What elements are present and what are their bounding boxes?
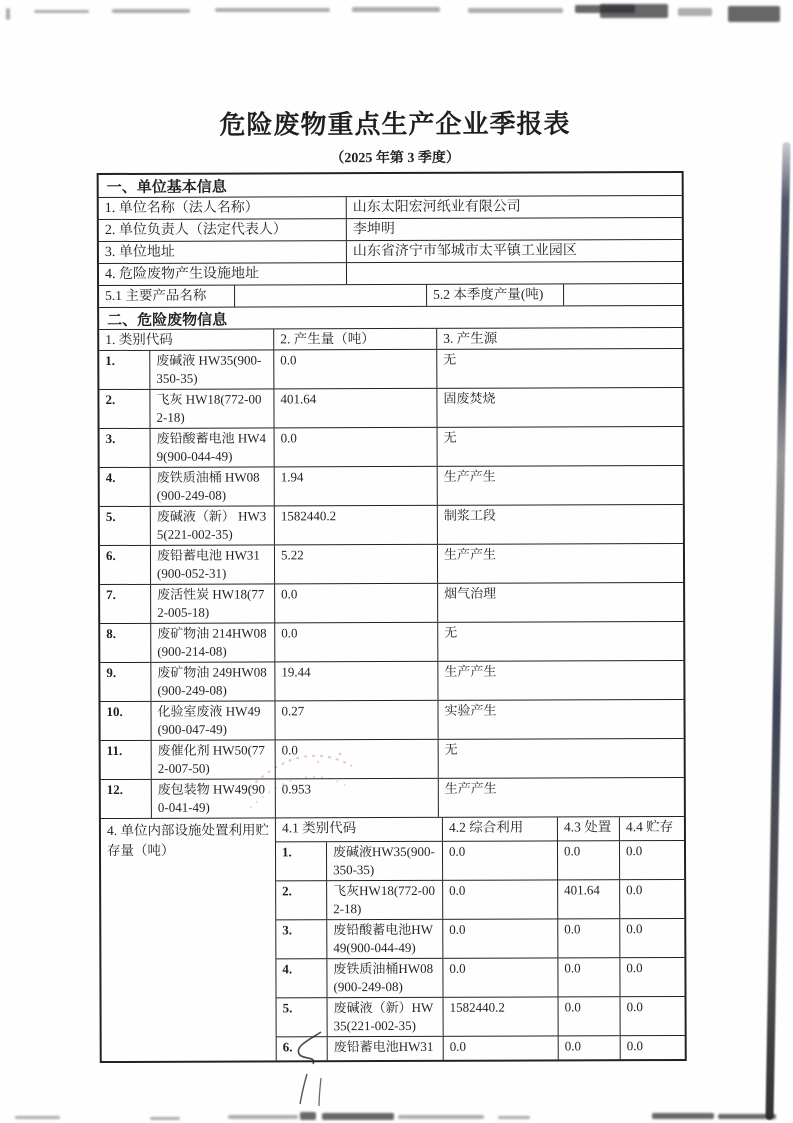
facility-store-value: 0.0: [619, 880, 684, 918]
facility-row: [276, 879, 684, 919]
waste-name: 废铅蓄电池 HW31(900-052-31): [150, 545, 274, 583]
waste-qty: 0.0: [273, 350, 436, 389]
waste-qty: 401.64: [273, 389, 436, 428]
waste-row: [99, 348, 682, 389]
facility-waste-name: 废铁质油桶HW08(900-249-08): [326, 959, 442, 997]
waste-source: 固废焚烧: [436, 388, 682, 427]
product-row: [99, 283, 682, 307]
section4-rows: [276, 840, 685, 1060]
waste-row-number: 11.: [106, 742, 123, 759]
waste-qty: 1.94: [274, 467, 437, 506]
facility-dispose-value: 0.0: [557, 841, 619, 879]
info-value: [346, 262, 682, 284]
section2-rows: [99, 348, 684, 818]
facility-row-number: 1.: [281, 844, 292, 860]
waste-row-number: 8.: [106, 625, 117, 642]
facility-row: [276, 957, 684, 997]
facility-row-number: 5.: [282, 1000, 293, 1016]
facility-dispose-value: 0.0: [557, 919, 619, 957]
waste-row-number: 1.: [105, 352, 116, 369]
waste-qty: 0.0: [275, 740, 438, 779]
waste-row-number: 10.: [106, 703, 123, 720]
facility-use-value: 0.0: [443, 1036, 558, 1059]
waste-source: 生产产生: [437, 661, 683, 700]
section4-subtable: [275, 817, 685, 1060]
col-generation-source: 3. 产生源: [436, 328, 682, 349]
waste-row: [101, 738, 684, 779]
col-generated-amount: 2. 产生量（吨）: [273, 329, 436, 350]
info-row: [99, 261, 682, 285]
waste-source: 生产产生: [438, 778, 684, 817]
facility-use-value: 0.0: [442, 919, 557, 957]
facility-store-value: 0.0: [619, 841, 684, 879]
waste-source: 实验产生: [437, 700, 683, 739]
facility-row-number: 6.: [282, 1039, 293, 1055]
info-value: 山东太阳宏河纸业有限公司: [346, 196, 682, 218]
waste-qty: 0.953: [275, 779, 438, 818]
section4-column-header: [276, 817, 684, 841]
waste-name: 废铅酸蓄电池 HW49(900-044-49): [150, 428, 274, 466]
section1-header: 一、单位基本信息: [106, 179, 227, 197]
waste-row-number: 2.: [105, 391, 116, 408]
col-category-code: 1. 类别代码: [105, 331, 173, 348]
section2-column-header: [99, 327, 682, 350]
facility-dispose-value: 0.0: [558, 997, 620, 1035]
waste-qty: 0.27: [274, 701, 437, 740]
form-title: 危险废物重点生产企业季报表: [219, 109, 571, 140]
facility-waste-name: 废铅酸蓄电池HW49(900-044-49): [326, 920, 442, 958]
waste-row: [101, 777, 684, 818]
product-name-label: 5.1 主要产品名称: [105, 287, 207, 304]
product-name-value: [234, 285, 426, 307]
facility-row: [276, 918, 684, 958]
waste-qty: 1582440.2: [274, 506, 437, 545]
info-row: [99, 239, 682, 263]
waste-qty: 19.44: [274, 662, 437, 701]
waste-row-number: 3.: [105, 430, 116, 447]
waste-name: 废矿物油 214HW08(900-214-08): [150, 623, 274, 661]
facility-use-value: 0.0: [442, 958, 557, 996]
waste-row-number: 6.: [105, 547, 116, 564]
facility-store-value: 0.0: [619, 919, 684, 957]
facility-row-number: 2.: [282, 883, 292, 899]
waste-row: [100, 465, 683, 506]
facility-dispose-value: 0.0: [557, 958, 619, 996]
facility-dispose-value: 0.0: [558, 1036, 620, 1059]
col-comprehensive-use: 4.2 综合利用: [442, 817, 557, 840]
facility-use-value: 1582440.2: [443, 997, 558, 1035]
info-label: 2. 单位负责人（法定代表人）: [104, 222, 287, 239]
facility-row: [277, 996, 685, 1036]
section4: [101, 816, 685, 1061]
waste-row: [100, 504, 683, 545]
info-row: [99, 217, 682, 241]
section1-rows: [99, 195, 682, 285]
waste-name: 废矿物油 249HW08(900-249-08): [150, 662, 274, 700]
info-label: 3. 单位地址: [104, 244, 175, 261]
waste-qty: 0.0: [274, 428, 437, 467]
waste-source: 无: [437, 427, 683, 466]
facility-waste-name: 废碱液（新）HW35(221-002-35): [327, 998, 443, 1036]
report-table: [97, 171, 687, 1063]
waste-row-number: 7.: [106, 586, 116, 603]
waste-source: 无: [437, 622, 683, 661]
waste-row: [100, 543, 683, 584]
section2-header: 二、危险废物信息: [99, 305, 682, 329]
waste-row-number: 9.: [106, 664, 117, 681]
facility-store-value: 0.0: [619, 958, 684, 996]
waste-source: 制浆工段: [437, 505, 683, 544]
facility-waste-name: 废铅蓄电池HW31: [327, 1037, 443, 1060]
info-value: 山东省济宁市邹城市太平镇工业园区: [346, 240, 682, 262]
section4-label: 4. 单位内部设施处置利用贮存量（吨）: [106, 822, 269, 858]
waste-row-number: 5.: [105, 508, 116, 525]
col-storage: 4.4 贮存: [619, 817, 684, 840]
waste-source: 生产产生: [437, 466, 683, 505]
waste-name: 废碱液 HW35(900-350-35): [149, 350, 273, 388]
waste-name: 废活性炭 HW18(772-005-18): [150, 584, 274, 622]
waste-qty: 5.22: [274, 545, 437, 584]
facility-store-value: 0.0: [620, 1036, 685, 1059]
waste-row-number: 4.: [105, 469, 116, 486]
waste-name: 废铁质油桶 HW08(900-249-08): [150, 467, 274, 505]
waste-source: 生产产生: [437, 544, 683, 583]
waste-source: 无: [438, 739, 684, 778]
waste-row: [99, 387, 682, 428]
col-category-code-4: 4.1 类别代码: [281, 820, 357, 836]
info-row: [99, 195, 682, 219]
waste-row: [100, 699, 683, 740]
waste-row: [100, 660, 683, 701]
facility-row: [277, 1035, 685, 1060]
facility-row-number: 4.: [282, 961, 293, 977]
facility-waste-name: 废碱液HW35(900-350-35): [326, 842, 442, 880]
facility-use-value: 0.0: [442, 841, 557, 879]
facility-row: [276, 840, 684, 880]
product-qty-value: [563, 284, 682, 305]
waste-name: 废包装物 HW49(900-041-49): [151, 779, 275, 817]
waste-name: 废碱液（新） HW35(221-002-35): [150, 506, 274, 544]
waste-name: 飞灰 HW18(772-002-18): [149, 389, 273, 427]
form-subtitle: （2025 年第 3 季度）: [330, 150, 460, 167]
facility-use-value: 0.0: [442, 880, 557, 918]
facility-dispose-value: 401.64: [557, 880, 619, 918]
info-value: 李坤明: [346, 218, 682, 240]
col-disposal: 4.3 处置: [557, 817, 619, 840]
waste-row: [100, 582, 683, 623]
waste-source: 烟气治理: [437, 583, 683, 622]
facility-store-value: 0.0: [620, 997, 685, 1035]
waste-qty: 0.0: [274, 584, 437, 623]
waste-row: [100, 621, 683, 662]
waste-row-number: 12.: [106, 781, 124, 798]
info-label: 1. 单位名称（法人名称）: [104, 200, 259, 217]
info-label: 4. 危险废物产生设施地址: [104, 266, 260, 283]
waste-source: 无: [436, 349, 682, 388]
product-qty-label: 5.2 本季度产量(吨): [426, 284, 563, 305]
waste-qty: 0.0: [274, 623, 437, 662]
waste-name: 废催化剂 HW50(772-007-50): [151, 740, 275, 778]
waste-row: [100, 426, 683, 467]
waste-name: 化验室废液 HW49(900-047-49): [150, 701, 274, 739]
facility-waste-name: 飞灰HW18(772-002-18): [326, 881, 442, 919]
facility-row-number: 3.: [282, 922, 293, 938]
